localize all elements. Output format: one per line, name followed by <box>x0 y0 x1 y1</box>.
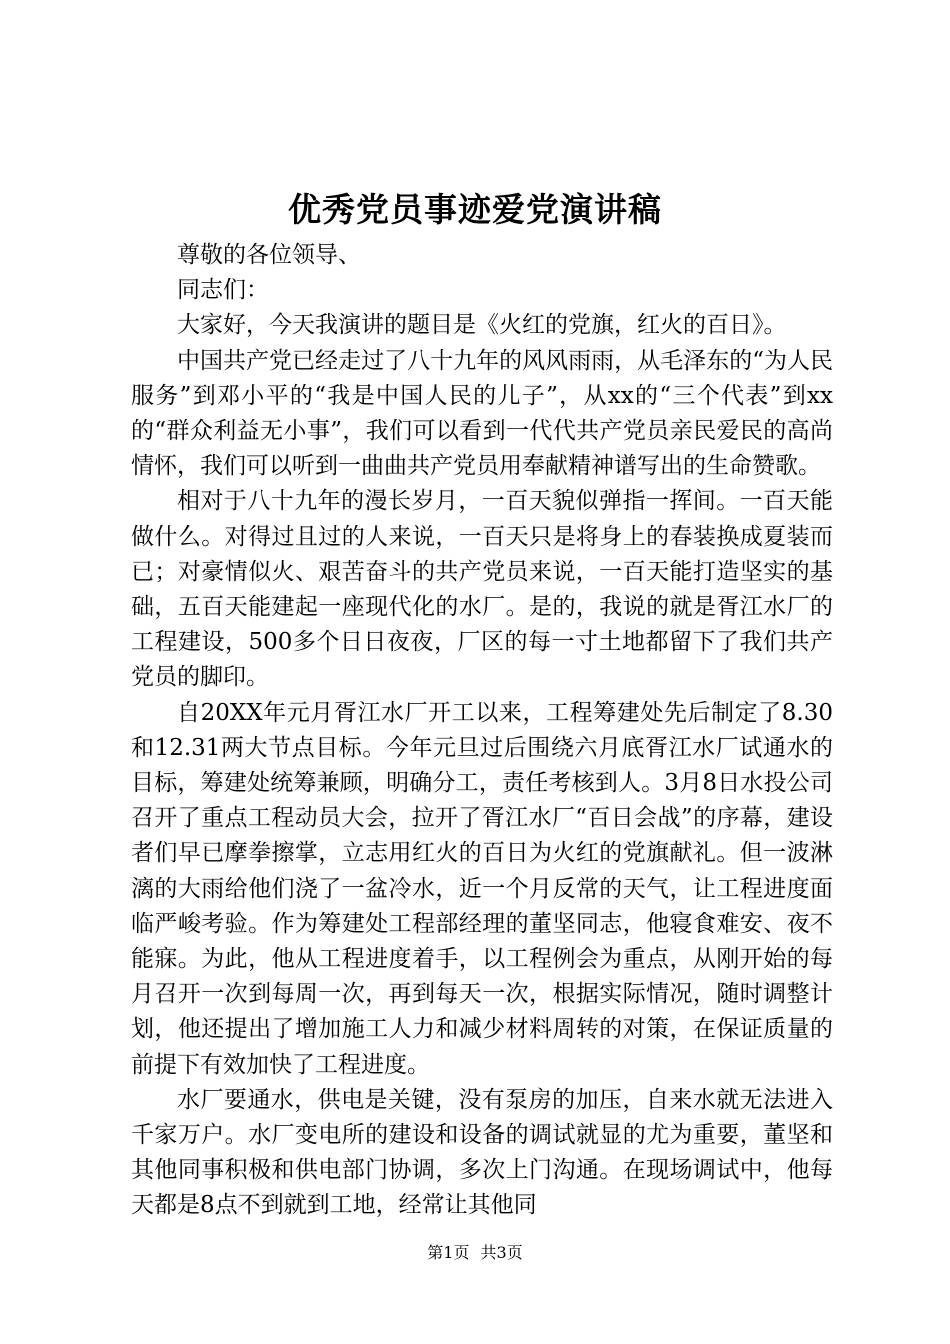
document-title: 优秀党员事迹爱党演讲稿 <box>288 190 662 229</box>
page-number: 第1页 <box>427 1243 470 1262</box>
paragraph-4: 自20XX年元月胥江水厂开工以来，工程筹建处先后制定了8.30和12.31两大节点目标。今年元旦过后围绕六月底胥江水厂试通水的目标，筹建处统筹兼顾，明确分工，责任考核到人。3月8日水投公司召开了重点工程动员大会，拉开了胥江水厂“百日会战”的序幕，建设者们早已摩拳擦掌，立志用红火的百日为火红的党旗献礼。但一波淋漓的大雨给他们浇了一盆冷水，近一个月反常的天气，让工程进度面临严峻考验。作为筹建处工程部经理的董坚同志，他寝食难安、夜不能寐。为此，他从工程进度着手，以工程例会为重点，从刚开始的每月召开一次到每周一次，再到每天一次，根据实际情况，随时调整计划，他还提出了增加施工人力和减少材料周转的对策，在保证质量的前提下有效加快了工程进度。 <box>131 699 833 1078</box>
paragraph-5: 水厂要通水，供电是关键，没有泵房的加压，自来水就无法进入千家万户。水厂变电所的建设和设备的调试就显的尤为重要，董坚和其他同事积极和供电部门协调，多次上门沟通。在现场调试中，他每天都是8点不到就到工地，经常让其他同 <box>131 1086 833 1219</box>
document-body <box>131 238 833 1224</box>
page-total: 共3页 <box>480 1243 523 1262</box>
paragraph-2: 中国共产党已经走过了八十九年的风风雨雨，从毛泽东的“为人民服务”到邓小平的“我是中国人民的儿子”，从xx的“三个代表”到xx的“群众利益无小事”，我们可以看到一代代共产党员亲民爱民的高尚情怀，我们可以听到一曲曲共产党员用奉献精神谱写出的生命赞歌。 <box>131 347 833 480</box>
salutation-line-1: 尊敬的各位领导、 <box>177 242 361 268</box>
paragraph-3: 相对于八十九年的漫长岁月，一百天貌似弹指一挥间。一百天能做什么。对得过且过的人来说，一百天只是将身上的春装换成夏装而已；对豪情似火、艰苦奋斗的共产党员来说，一百天能打造坚实的基础，五百天能建起一座现代化的水厂。是的，我说的就是胥江水厂的工程建设，500多个日日夜夜，厂区的每一寸土地都留下了我们共产党员的脚印。 <box>131 488 833 691</box>
paragraph-1: 大家好，今天我演讲的题目是《火红的党旗，红火的百日》。 <box>177 312 787 339</box>
salutation-line-2: 同志们： <box>177 277 269 304</box>
page-footer <box>0 1243 950 1263</box>
